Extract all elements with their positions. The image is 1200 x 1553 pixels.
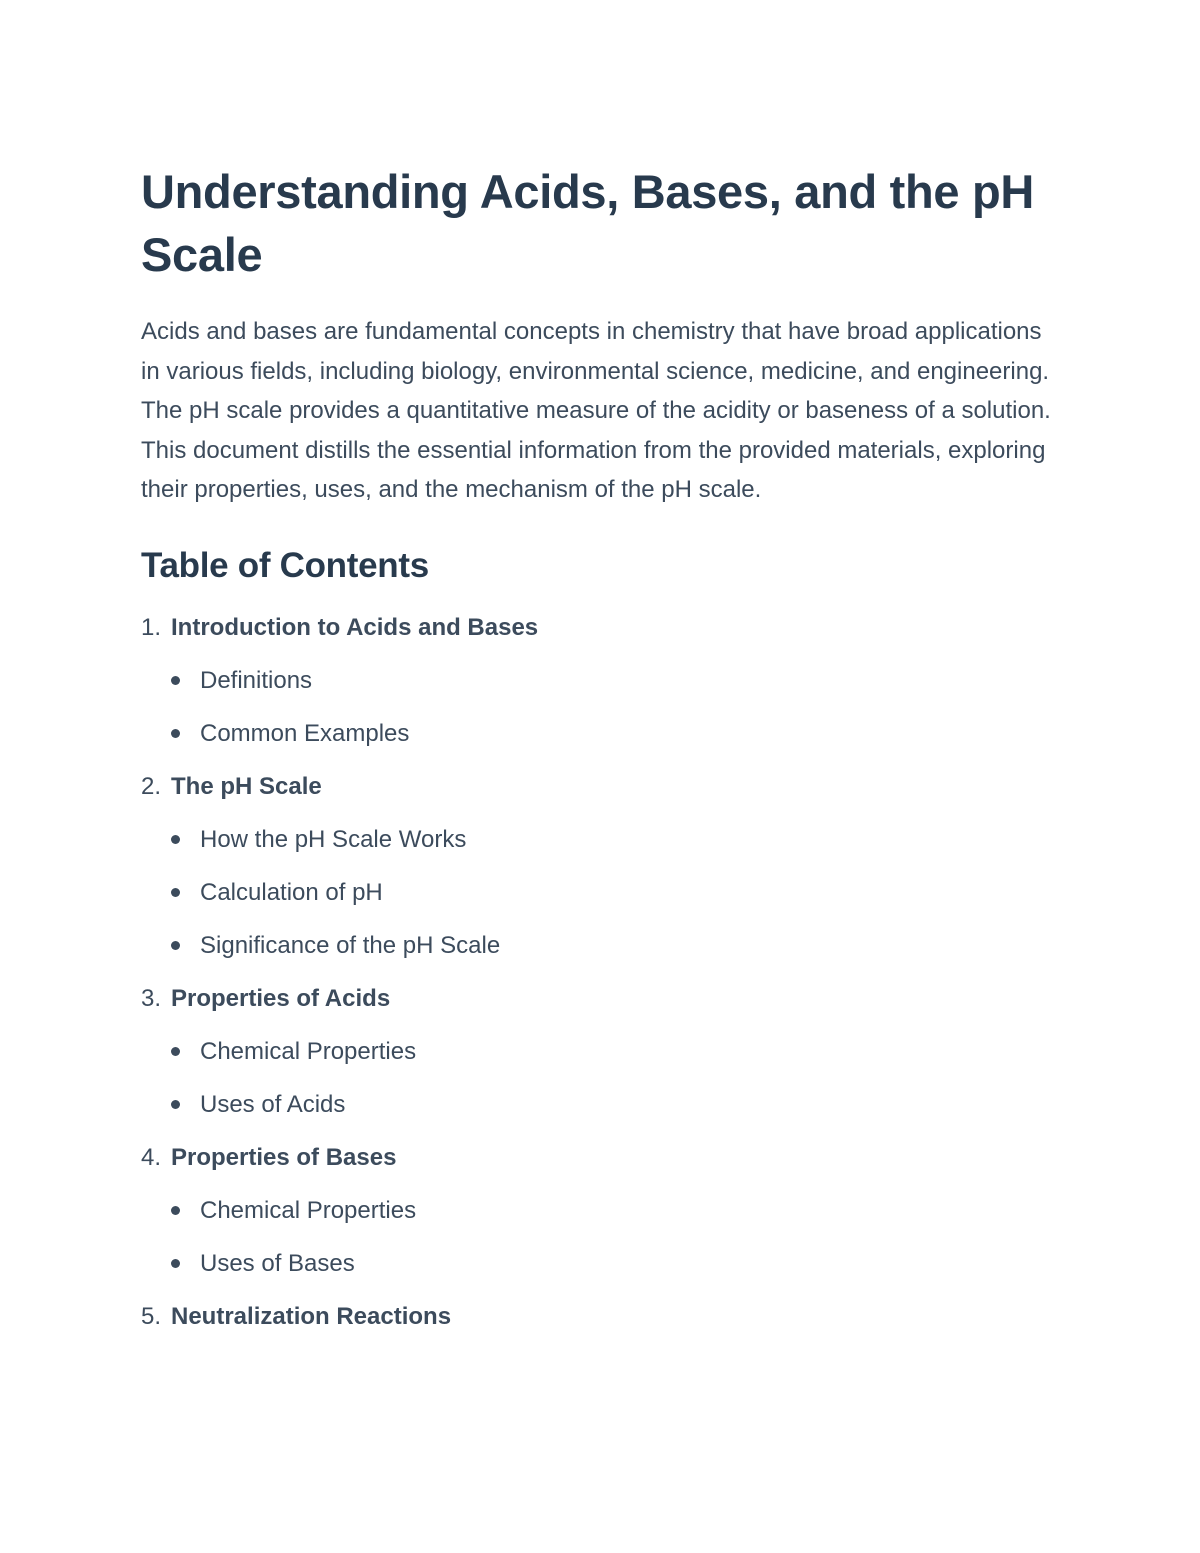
toc-subsection-item bbox=[141, 1087, 1081, 1140]
bullet-icon bbox=[171, 1047, 180, 1056]
toc-section-heading bbox=[141, 769, 1081, 822]
toc-subsection-label: Uses of Acids bbox=[200, 1090, 346, 1118]
toc-section-heading bbox=[141, 1140, 1081, 1193]
toc-section-number: 5. bbox=[141, 1302, 162, 1330]
toc-subsection-label: Definitions bbox=[200, 666, 313, 694]
toc-section-label: Introduction to Acids and Bases bbox=[171, 613, 539, 641]
toc-section bbox=[141, 1140, 1081, 1299]
intro-paragraph: Acids and bases are fundamental concepts in chemistry that have broad applications in various fields, including biology, environmental science, medicine, and engineering. The pH scale provides a quantitative measure of the acidity or baseness of a solution. This document distills the essential information from the provided materials, exploring their properties, uses, and the mechanism of the pH scale. bbox=[141, 318, 1051, 504]
bullet-icon bbox=[171, 1100, 180, 1109]
bullet-icon bbox=[171, 676, 180, 685]
toc-heading: Table of Contents bbox=[141, 545, 429, 585]
toc-subsection-item bbox=[141, 663, 1081, 716]
toc-subsection-label: Uses of Bases bbox=[200, 1249, 355, 1277]
toc-section-label: Neutralization Reactions bbox=[171, 1302, 452, 1330]
bullet-icon bbox=[171, 941, 180, 950]
toc-subsection-label: Significance of the pH Scale bbox=[200, 931, 501, 959]
toc-section-label: The pH Scale bbox=[171, 772, 322, 800]
toc-section-number: 1. bbox=[141, 613, 162, 641]
toc-subsection-item bbox=[141, 875, 1081, 928]
toc-section bbox=[141, 610, 1081, 769]
toc-section-heading bbox=[141, 981, 1081, 1034]
toc-section bbox=[141, 1299, 1081, 1352]
bullet-icon bbox=[171, 729, 180, 738]
toc-subsection-label: Calculation of pH bbox=[200, 878, 383, 906]
bullet-icon bbox=[171, 1259, 180, 1268]
bullet-icon bbox=[171, 888, 180, 897]
toc-section bbox=[141, 769, 1081, 981]
toc-subsection-label: Chemical Properties bbox=[200, 1037, 417, 1065]
document-page bbox=[141, 160, 1081, 1352]
toc-subsection-item bbox=[141, 716, 1081, 769]
toc-subsection-list bbox=[141, 822, 1081, 981]
toc-subsection-list bbox=[141, 663, 1081, 769]
toc-subsection-item bbox=[141, 822, 1081, 875]
toc-subsection-item bbox=[141, 1246, 1081, 1299]
toc-subsection-item bbox=[141, 1193, 1081, 1246]
toc-section-heading bbox=[141, 1299, 1081, 1352]
bullet-icon bbox=[171, 1206, 180, 1215]
toc-section-number: 2. bbox=[141, 772, 162, 800]
toc-section bbox=[141, 981, 1081, 1140]
table-of-contents bbox=[141, 610, 1081, 1352]
toc-subsection-item bbox=[141, 1034, 1081, 1087]
toc-section-label: Properties of Bases bbox=[171, 1143, 397, 1171]
toc-section-label: Properties of Acids bbox=[171, 984, 391, 1012]
toc-subsection-item bbox=[141, 928, 1081, 981]
bullet-icon bbox=[171, 835, 180, 844]
toc-subsection-label: Common Examples bbox=[200, 719, 410, 747]
toc-section-heading bbox=[141, 610, 1081, 663]
toc-subsection-label: How the pH Scale Works bbox=[200, 825, 467, 853]
toc-section-number: 3. bbox=[141, 984, 162, 1012]
toc-subsection-list bbox=[141, 1193, 1081, 1299]
toc-subsection-label: Chemical Properties bbox=[200, 1196, 417, 1224]
toc-subsection-list bbox=[141, 1034, 1081, 1140]
toc-section-number: 4. bbox=[141, 1143, 162, 1171]
document-title: Understanding Acids, Bases, and the pH Scale bbox=[141, 165, 1035, 281]
